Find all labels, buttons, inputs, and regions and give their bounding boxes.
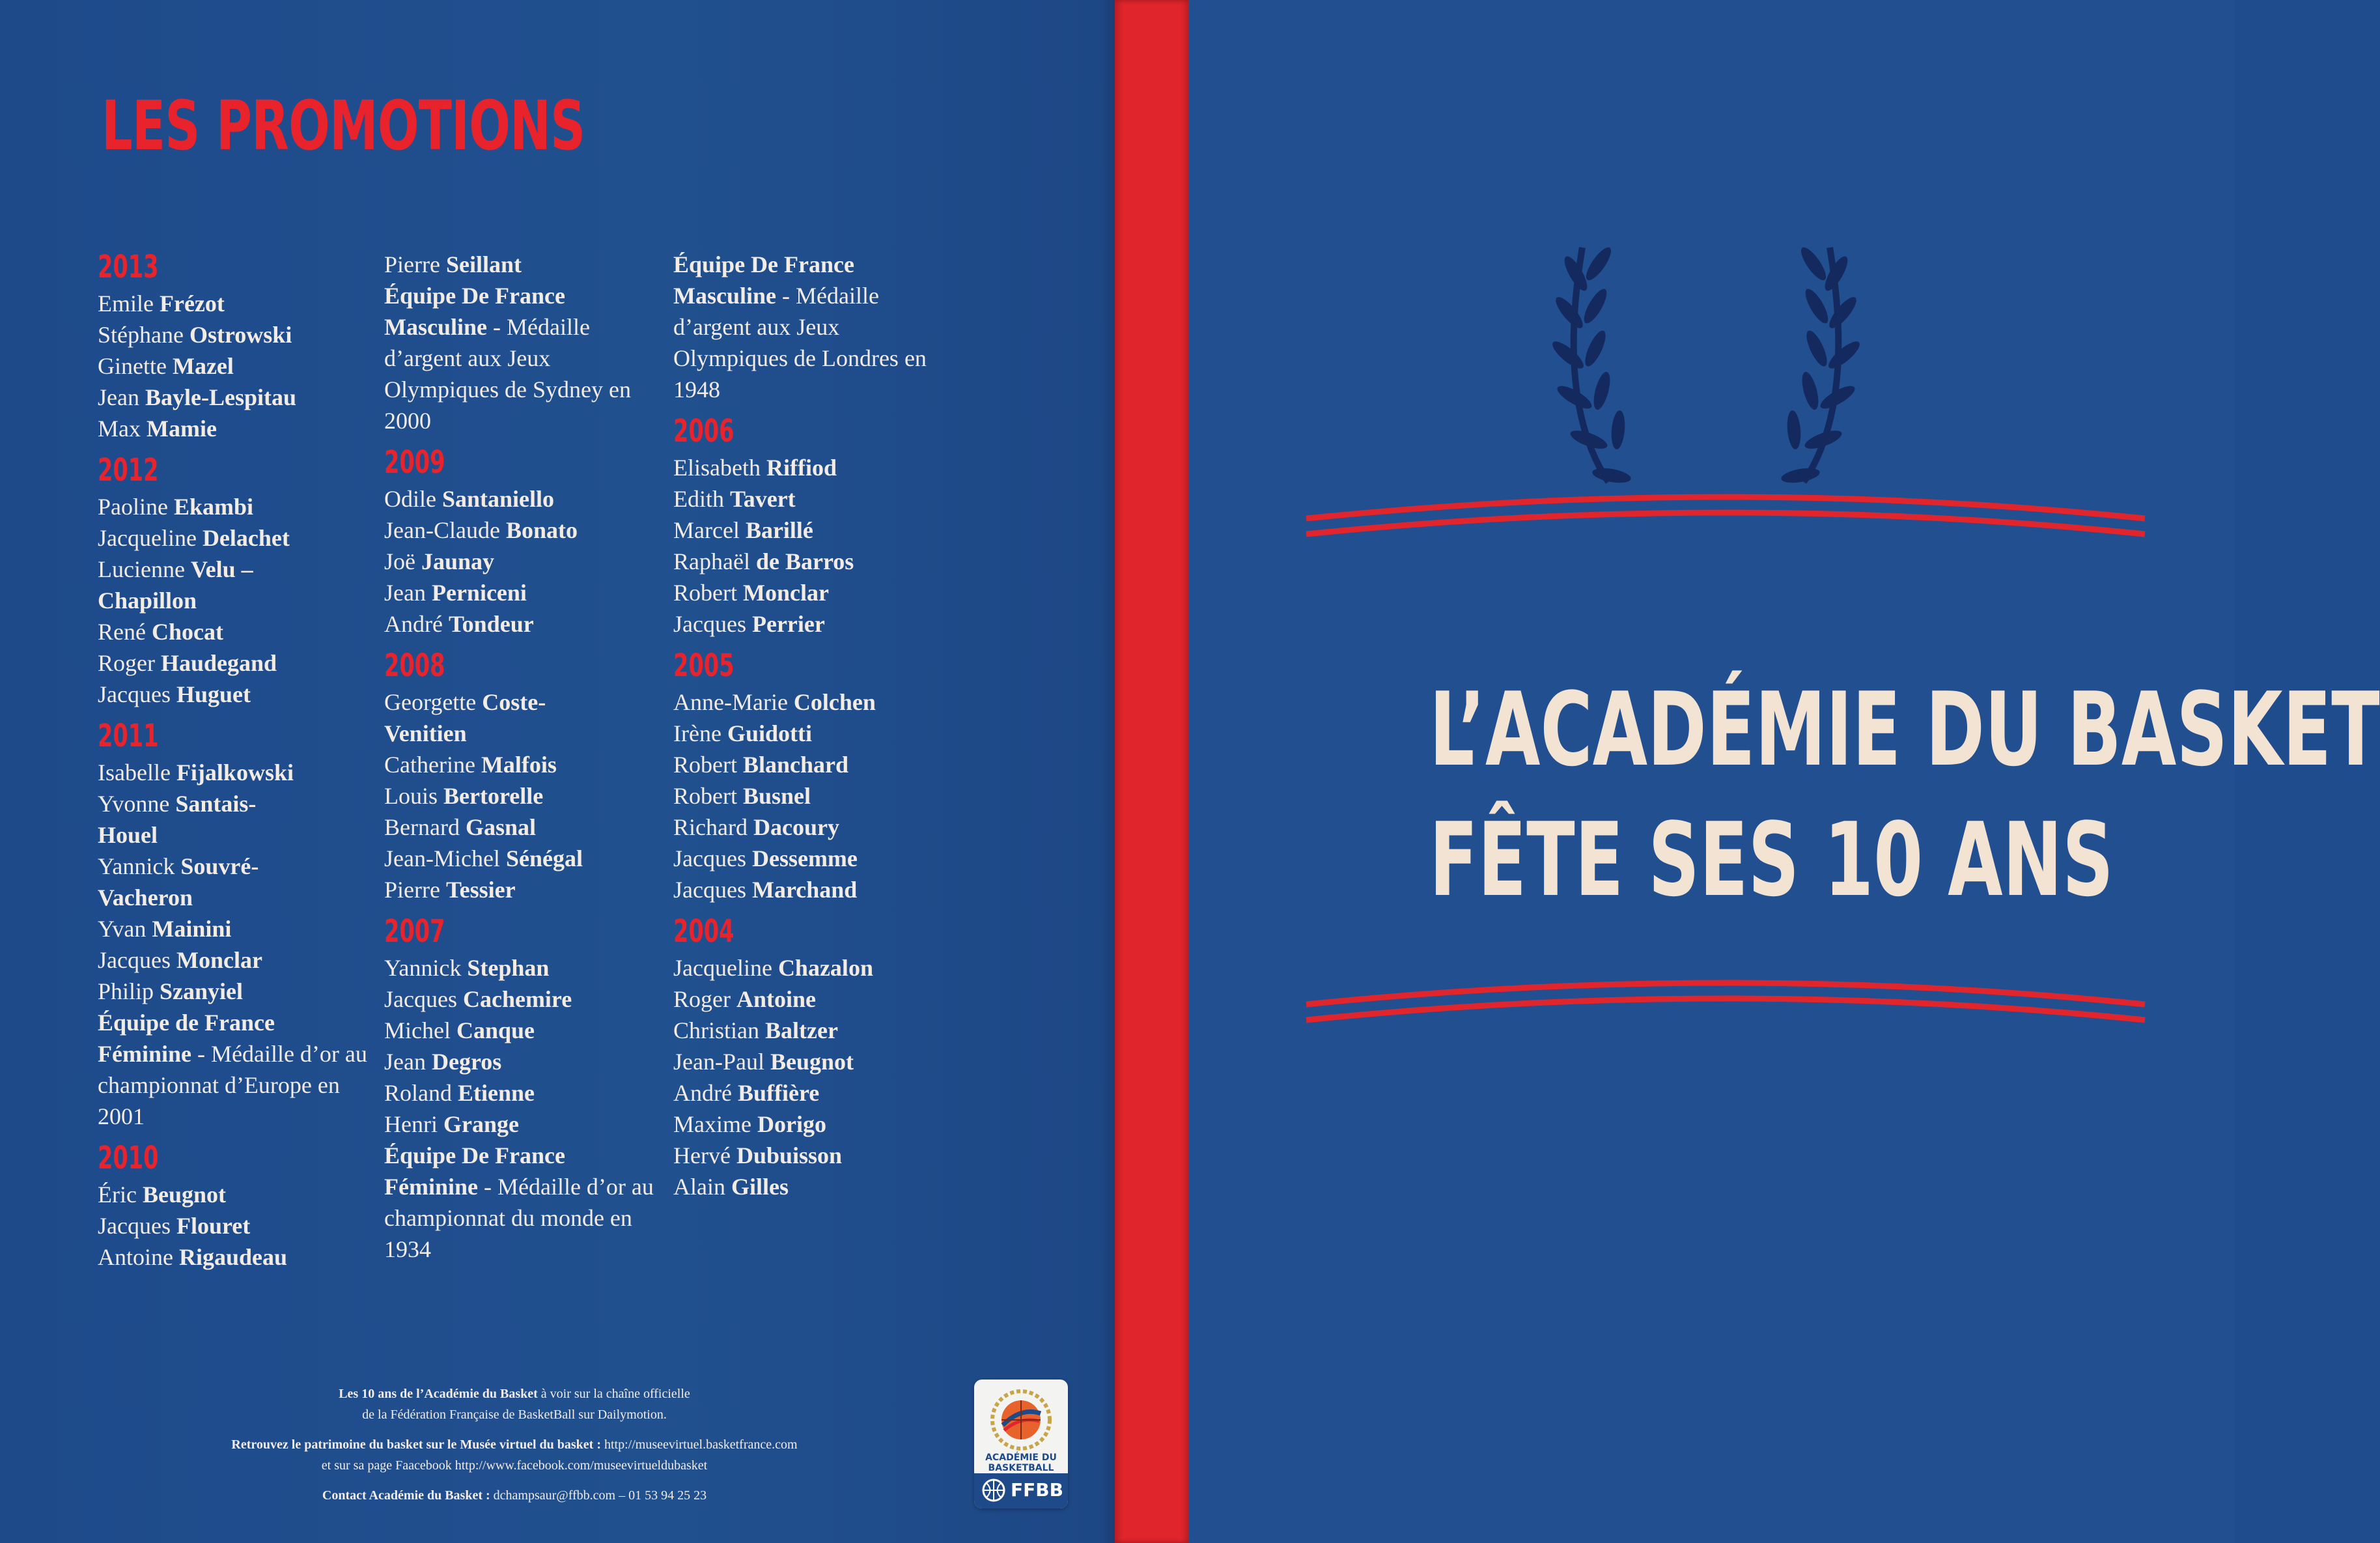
inductee-first-name: Marcel xyxy=(673,517,746,543)
inductee-name xyxy=(384,843,658,874)
inductee-first-name: Jean xyxy=(384,580,432,606)
inductee-name xyxy=(98,819,371,851)
team-name: Équipe De France Masculine xyxy=(673,251,854,309)
inductee-name xyxy=(384,1046,658,1077)
inductee-last-name: Bonato xyxy=(505,517,578,543)
inductee-name xyxy=(673,984,947,1015)
inductee-name xyxy=(673,812,947,843)
inductee-last-name: Dorigo xyxy=(757,1111,826,1137)
team-achievement: - Médaille d’argent aux Jeux Olympiques de Sydney en 2000 xyxy=(384,314,631,434)
inductee-first-name: Éric xyxy=(98,1182,143,1208)
inductee-last-name: Buffière xyxy=(737,1080,820,1106)
inductee-first-name: Jacques xyxy=(673,845,752,871)
inductee-first-name: Roger xyxy=(673,986,736,1012)
inductee-first-name: Jacques xyxy=(98,947,176,973)
inductee-name xyxy=(384,687,658,718)
inductee-last-name: Monclar xyxy=(176,947,262,973)
inductee-name xyxy=(384,874,658,905)
footer-line-3-link[interactable]: http://museevirtuel.basketfrance.com xyxy=(601,1437,798,1452)
inductee-name xyxy=(673,687,947,718)
inductee-name xyxy=(98,944,371,976)
inductee-name xyxy=(384,749,658,780)
inductee-last-name: Velu – xyxy=(190,556,253,582)
inductee-first-name: Yannick xyxy=(98,853,181,879)
inductee-name xyxy=(98,679,371,710)
inductee-name xyxy=(384,1015,658,1046)
inductee-last-name: Beugnot xyxy=(770,1049,854,1075)
inductee-last-name: Monclar xyxy=(742,580,829,606)
inductee-last-name: Bayle-Lespitau xyxy=(145,384,296,410)
inductee-name xyxy=(98,976,371,1007)
inductee-name xyxy=(673,874,947,905)
inductee-last-name: Tondeur xyxy=(448,611,534,637)
inductee-first-name: Catherine xyxy=(384,752,481,778)
team-inductee xyxy=(384,1140,658,1265)
inductee-last-name: Mainini xyxy=(152,916,232,942)
inductee-first-name: Jean-Paul xyxy=(673,1049,770,1075)
inductee-name xyxy=(384,718,658,749)
inductee-first-name: Jean-Claude xyxy=(384,517,506,543)
inductee-first-name: Jacqueline xyxy=(673,955,778,981)
ffbb-bar xyxy=(974,1473,1068,1508)
inductee-name xyxy=(98,554,371,585)
cover-title-line-1: L’ACADÉMIE DU BASKET xyxy=(1429,670,2380,789)
inductee-name xyxy=(98,851,371,882)
inductee-name xyxy=(673,718,947,749)
inductee-first-name: Lucienne xyxy=(98,556,191,582)
promotion-block xyxy=(673,413,947,640)
inductee-first-name: Georgette xyxy=(384,689,483,715)
promotion-year: 2010 xyxy=(98,1140,159,1176)
inductee-last-name: Barillé xyxy=(745,517,813,543)
inductee-name xyxy=(384,546,658,577)
inductee-name xyxy=(384,1109,658,1140)
inductee-last-name: Beugnot xyxy=(142,1182,226,1208)
inductee-name xyxy=(673,749,947,780)
inductee-first-name: Raphaël xyxy=(673,548,756,574)
footer-line-3-bold: Retrouvez le patrimoine du basket sur le Musée virtuel du basket : xyxy=(231,1437,601,1452)
inductee-first-name: Antoine xyxy=(98,1244,179,1270)
inductee-name xyxy=(384,608,658,640)
inductee-last-name: Coste- xyxy=(482,689,546,715)
inductee-name xyxy=(98,522,371,554)
inductee-last-name: Stephan xyxy=(467,955,550,981)
inductee-last-name: Chapillon xyxy=(98,587,197,614)
inductee-first-name: Stéphane xyxy=(98,322,189,348)
inductee-name xyxy=(673,452,947,483)
inductee-name xyxy=(98,616,371,647)
inductee-name xyxy=(98,350,371,382)
promotions-column-3 xyxy=(673,249,947,1210)
footer-line-1-text: à voir sur la chaîne officielle xyxy=(537,1387,690,1401)
inductee-first-name: Edith xyxy=(673,486,730,512)
inductee-name xyxy=(384,780,658,812)
inductee-first-name: Yvan xyxy=(98,916,152,942)
inductee-first-name: Robert xyxy=(673,580,743,606)
footer-line-4 xyxy=(91,1455,938,1476)
promotions-column-2 xyxy=(384,249,658,1273)
promotion-block xyxy=(98,1140,371,1273)
inductee-first-name: Pierre xyxy=(384,877,446,903)
inductee-first-name: Elisabeth xyxy=(673,455,766,481)
inductee-last-name: Santais- xyxy=(175,791,257,817)
promotion-year: 2013 xyxy=(98,249,159,285)
inductee-last-name: Ostrowski xyxy=(189,322,292,348)
footer-line-2-text: de la Fédération Française de BasketBall sur Dailymotion. xyxy=(362,1408,667,1422)
inductee-last-name: Antoine xyxy=(736,986,816,1012)
cover-title-line-2: FÊTE SES 10 ANS xyxy=(1429,800,2114,919)
bottom-red-curve-divider xyxy=(1302,957,2149,1036)
top-red-curve-divider xyxy=(1302,495,2149,573)
promotion-year: 2006 xyxy=(673,413,735,449)
team-achievement: - Médaille d’or au championnat d’Europe en 2001 xyxy=(98,1041,367,1129)
inductee-name xyxy=(98,1241,371,1273)
inductee-last-name: Marchand xyxy=(751,877,858,903)
inductee-last-name: Baltzer xyxy=(765,1017,838,1043)
inductee-last-name: Haudegand xyxy=(160,650,277,676)
inductee-name xyxy=(673,780,947,812)
inductee-name xyxy=(98,491,371,522)
inductee-first-name: Isabelle xyxy=(98,759,176,786)
inductee-last-name: Colchen xyxy=(793,689,876,715)
promotion-year: 2011 xyxy=(98,718,159,754)
inductee-name xyxy=(98,382,371,413)
inductee-last-name: de Barros xyxy=(755,548,854,574)
section-title: LES PROMOTIONS xyxy=(102,86,585,165)
promotions-column-1 xyxy=(98,249,371,1281)
inductee-first-name: Jacques xyxy=(673,611,752,637)
inductee-first-name: Max xyxy=(98,416,147,442)
inductee-first-name: Jean-Michel xyxy=(384,845,506,871)
inductee-first-name: Roger xyxy=(98,650,161,676)
inductee-name xyxy=(98,647,371,679)
inductee-name xyxy=(673,1109,947,1140)
inductee-first-name: Odile xyxy=(384,486,442,512)
team-inductee xyxy=(673,249,947,405)
inductee-first-name: Jean xyxy=(384,1049,432,1075)
inductee-last-name: Fijalkowski xyxy=(176,759,294,786)
inductee-first-name: Alain xyxy=(673,1174,731,1200)
promotion-block xyxy=(98,452,371,710)
inductee-first-name: Jacqueline xyxy=(98,525,203,551)
inductee-last-name: Chazalon xyxy=(777,955,873,981)
promotion-block xyxy=(673,913,947,1202)
inductee-last-name: Busnel xyxy=(742,783,811,809)
inductee-last-name: Ekambi xyxy=(173,494,254,520)
inductee-first-name: Robert xyxy=(673,752,743,778)
footer-line-2 xyxy=(91,1404,938,1425)
inductee-first-name: Henri xyxy=(384,1111,443,1137)
promotion-year: 2007 xyxy=(384,913,445,950)
footer-line-5-bold: Contact Académie du Basket : xyxy=(322,1488,490,1503)
inductee-name xyxy=(384,1077,658,1109)
inductee-first-name: Jean xyxy=(98,384,145,410)
inductee-first-name: Philip xyxy=(98,978,160,1004)
inductee-name xyxy=(98,413,371,444)
inductee-last-name: Perrier xyxy=(751,611,825,637)
inductee-first-name: Jacques xyxy=(98,681,176,707)
inductee-name xyxy=(98,1179,371,1210)
promotion-year: 2012 xyxy=(98,452,159,488)
inductee-last-name: Souvré- xyxy=(180,853,259,879)
inductee-name xyxy=(673,577,947,608)
inductee-first-name: Pierre xyxy=(384,251,446,277)
inductee-name xyxy=(98,288,371,319)
inductee-last-name: Chocat xyxy=(151,619,223,645)
inductee-first-name: Michel xyxy=(384,1017,456,1043)
inductee-last-name: Dessemme xyxy=(751,845,858,871)
promotion-block xyxy=(384,444,658,640)
inductee-last-name: Blanchard xyxy=(742,752,849,778)
promotion-block xyxy=(384,913,658,1265)
footer-line-5 xyxy=(91,1485,938,1506)
inductee-first-name: Louis xyxy=(384,783,444,809)
inductee-name xyxy=(673,1171,947,1202)
inductee-last-name: Vacheron xyxy=(98,885,193,911)
inductee-name xyxy=(98,788,371,819)
inductee-last-name: Dacoury xyxy=(753,814,839,840)
promotion-year: 2005 xyxy=(673,647,735,684)
logo-name: ACADÉMIE DU BASKETBALL xyxy=(985,1452,1057,1473)
inductee-first-name: Ginette xyxy=(98,353,173,379)
ffbb-label: FFBB xyxy=(1011,1479,1063,1501)
footer-line-3 xyxy=(91,1434,938,1455)
inductee-last-name: Delachet xyxy=(202,525,290,551)
promotion-block xyxy=(98,718,371,1132)
footer-line-1-bold: Les 10 ans de l’Académie du Basket xyxy=(339,1387,538,1401)
inductee-first-name: Yvonne xyxy=(98,791,176,817)
inductee-first-name: Joë xyxy=(384,548,421,574)
inductee-last-name: Houel xyxy=(98,822,158,848)
left-page xyxy=(0,0,1115,1543)
inductee-last-name: Seillant xyxy=(445,251,522,277)
inductee-name xyxy=(673,515,947,546)
inductee-first-name: Christian xyxy=(673,1017,765,1043)
inductee-name xyxy=(98,585,371,616)
inductee-last-name: Jaunay xyxy=(421,548,495,574)
inductee-first-name: Irène xyxy=(673,720,727,746)
footer-line-4-link[interactable]: et sur sa page Faacebook http://www.facebook.com/museevirtueldubasket xyxy=(321,1458,708,1473)
inductee-last-name: Sénégal xyxy=(505,845,583,871)
inductee-last-name: Gilles xyxy=(731,1174,789,1200)
promotion-year: 2008 xyxy=(384,647,445,684)
inductee-name xyxy=(384,515,658,546)
promotion-block xyxy=(384,647,658,905)
footer-line-1 xyxy=(91,1383,938,1404)
inductee-last-name: Riffiod xyxy=(766,455,837,481)
inductee-name xyxy=(98,319,371,350)
promotion-block xyxy=(384,249,658,436)
red-spine-band xyxy=(1115,0,1189,1543)
inductee-last-name: Rigaudeau xyxy=(178,1244,288,1270)
inductee-name xyxy=(98,757,371,788)
inductee-first-name: Yannick xyxy=(384,955,468,981)
inductee-last-name: Mazel xyxy=(172,353,234,379)
team-name: Équipe De France Masculine xyxy=(384,283,565,340)
inductee-name xyxy=(384,984,658,1015)
inductee-name xyxy=(384,483,658,515)
inductee-last-name: Frézot xyxy=(159,290,225,317)
ffbb-ball-icon xyxy=(982,1479,1005,1502)
inductee-name xyxy=(384,249,658,280)
inductee-name xyxy=(673,1015,947,1046)
team-name: Équipe de France Féminine xyxy=(98,1010,275,1067)
inductee-last-name: Guidotti xyxy=(727,720,812,746)
inductee-first-name: Roland xyxy=(384,1080,458,1106)
inductee-name xyxy=(384,812,658,843)
inductee-last-name: Szanyiel xyxy=(160,978,244,1004)
inductee-name xyxy=(98,1210,371,1241)
promotion-block xyxy=(673,249,947,405)
inductee-first-name: René xyxy=(98,619,152,645)
inductee-name xyxy=(673,1140,947,1171)
inductee-first-name: Maxime xyxy=(673,1111,757,1137)
inductee-name xyxy=(384,577,658,608)
inductee-name xyxy=(384,952,658,984)
inductee-last-name: Flouret xyxy=(176,1213,251,1239)
inductee-last-name: Degros xyxy=(431,1049,502,1075)
footer-contact[interactable]: dchampsaur@ffbb.com – 01 53 94 25 23 xyxy=(490,1488,707,1503)
team-name: Équipe De France Féminine xyxy=(384,1142,565,1200)
inductee-first-name: André xyxy=(673,1080,738,1106)
inductee-last-name: Cachemire xyxy=(462,986,572,1012)
academie-ffbb-logo xyxy=(974,1380,1068,1508)
inductee-last-name: Bertorelle xyxy=(443,783,544,809)
promotion-block xyxy=(673,647,947,905)
inductee-last-name: Grange xyxy=(443,1111,519,1137)
inductee-last-name: Mamie xyxy=(147,416,217,442)
footer-info xyxy=(91,1383,938,1506)
team-inductee xyxy=(98,1007,371,1132)
inductee-first-name: Robert xyxy=(673,783,743,809)
inductee-last-name: Etienne xyxy=(458,1080,535,1106)
laurel-wreath-icon xyxy=(1530,234,1882,521)
basketball-emblem-icon xyxy=(988,1387,1054,1452)
inductee-name xyxy=(98,913,371,944)
inductee-last-name: Gasnal xyxy=(465,814,536,840)
inductee-first-name: Emile xyxy=(98,290,160,317)
promotion-year: 2004 xyxy=(673,913,735,950)
inductee-last-name: Santaniello xyxy=(441,486,555,512)
inductee-name xyxy=(98,882,371,913)
inductee-first-name: Jacques xyxy=(673,877,752,903)
inductee-last-name: Tessier xyxy=(445,877,516,903)
inductee-first-name: Paoline xyxy=(98,494,174,520)
inductee-first-name: André xyxy=(384,611,449,637)
inductee-first-name: Richard xyxy=(673,814,753,840)
inductee-last-name: Venitien xyxy=(384,720,467,746)
inductee-name xyxy=(673,608,947,640)
inductee-name xyxy=(673,1077,947,1109)
inductee-name xyxy=(673,1046,947,1077)
inductee-name xyxy=(673,952,947,984)
inductee-first-name: Hervé xyxy=(673,1142,736,1168)
team-inductee xyxy=(384,280,658,436)
inductee-first-name: Anne-Marie xyxy=(673,689,794,715)
team-achievement: - Médaille d’or au championnat du monde en 1934 xyxy=(384,1174,654,1262)
promotion-block xyxy=(98,249,371,444)
inductee-last-name: Malfois xyxy=(481,752,557,778)
inductee-last-name: Canque xyxy=(456,1017,535,1043)
inductee-last-name: Dubuisson xyxy=(736,1142,843,1168)
team-achievement: - Médaille d’argent aux Jeux Olympiques de Londres en 1948 xyxy=(673,283,927,403)
inductee-name xyxy=(673,483,947,515)
inductee-last-name: Huguet xyxy=(176,681,251,707)
inductee-first-name: Jacques xyxy=(384,986,463,1012)
inductee-first-name: Jacques xyxy=(98,1213,176,1239)
inductee-first-name: Bernard xyxy=(384,814,466,840)
inductee-name xyxy=(673,843,947,874)
inductee-last-name: Perniceni xyxy=(431,580,527,606)
cover-title xyxy=(1302,664,2380,925)
inductee-last-name: Tavert xyxy=(730,486,796,512)
inductee-name xyxy=(673,546,947,577)
promotion-year: 2009 xyxy=(384,444,445,481)
